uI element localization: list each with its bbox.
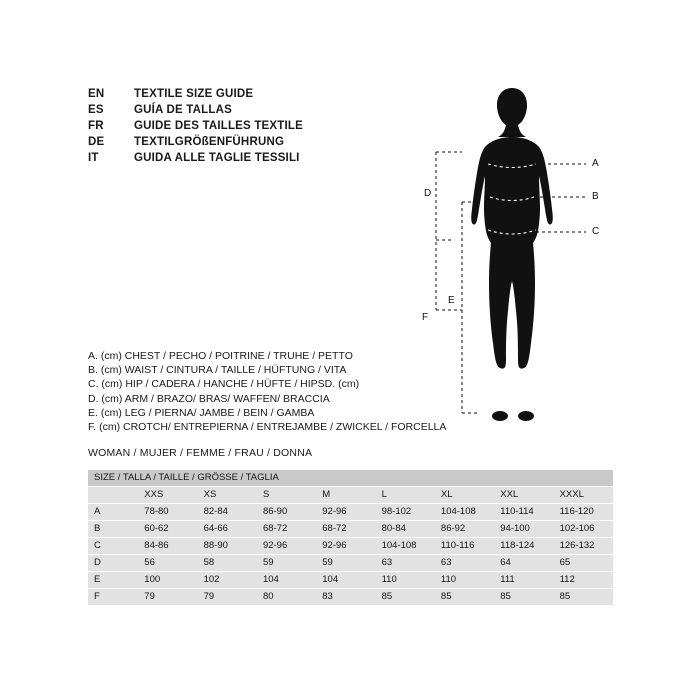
row-label-e: E xyxy=(88,572,138,589)
cell-b-xxs: 60-62 xyxy=(138,521,197,538)
language-code-es: ES xyxy=(88,104,104,116)
cell-d-xxl: 64 xyxy=(494,555,553,572)
cell-a-xxl: 110-114 xyxy=(494,504,553,521)
column-head-xs: XS xyxy=(198,487,257,504)
legend-line-f: F. (cm) CROTCH/ ENTREPIERNA / ENTREJAMBE / ZWICKEL / FORCELLA xyxy=(88,421,447,434)
cell-b-m: 68-72 xyxy=(316,521,375,538)
cell-e-xxs: 100 xyxy=(138,572,197,589)
language-code-fr: FR xyxy=(88,120,104,132)
cell-e-xxxl: 112 xyxy=(554,572,613,589)
cell-e-xxl: 111 xyxy=(494,572,553,589)
language-code-de: DE xyxy=(88,136,105,148)
language-title-fr: GUIDE DES TAILLES TEXTILE xyxy=(134,120,303,132)
row-label-a: A xyxy=(88,504,138,521)
cell-a-xs: 82-84 xyxy=(198,504,257,521)
table-row xyxy=(88,572,613,589)
cell-a-xxxl: 116-120 xyxy=(554,504,613,521)
language-code-it: IT xyxy=(88,152,99,164)
column-head-xxl: XXL xyxy=(494,487,553,504)
cell-c-xs: 88-90 xyxy=(198,538,257,555)
row-label-c: C xyxy=(88,538,138,555)
table-column-row xyxy=(88,487,613,504)
cell-a-l: 98-102 xyxy=(376,504,435,521)
language-row-es xyxy=(88,104,408,120)
cell-f-s: 80 xyxy=(257,589,316,606)
table-row xyxy=(88,555,613,572)
title-language-block xyxy=(88,88,408,168)
column-head-xl: XL xyxy=(435,487,494,504)
row-label-d: D xyxy=(88,555,138,572)
language-row-en xyxy=(88,88,408,104)
cell-c-xxxl: 126-132 xyxy=(554,538,613,555)
cell-d-xxs: 56 xyxy=(138,555,197,572)
language-title-en: TEXTILE SIZE GUIDE xyxy=(134,88,254,100)
legend-line-e: E. (cm) LEG / PIERNA/ JAMBE / BEIN / GAMBA xyxy=(88,406,315,419)
cell-d-s: 59 xyxy=(257,555,316,572)
cell-e-l: 110 xyxy=(376,572,435,589)
cell-b-xs: 64-66 xyxy=(198,521,257,538)
language-row-fr xyxy=(88,120,408,136)
column-head-s: S xyxy=(257,487,316,504)
cell-e-xs: 102 xyxy=(198,572,257,589)
cell-d-m: 59 xyxy=(316,555,375,572)
cell-a-m: 92-96 xyxy=(316,504,375,521)
cell-c-xxl: 118-124 xyxy=(494,538,553,555)
cell-a-s: 86-90 xyxy=(257,504,316,521)
cell-e-s: 104 xyxy=(257,572,316,589)
cell-f-xxxl: 85 xyxy=(554,589,613,606)
table-row xyxy=(88,589,613,606)
gender-label: WOMAN / MUJER / FEMME / FRAU / DONNA xyxy=(88,447,313,459)
column-head-xxxl: XXXL xyxy=(554,487,613,504)
cell-a-xxs: 78-80 xyxy=(138,504,197,521)
cell-d-xs: 58 xyxy=(198,555,257,572)
column-head-l: L xyxy=(376,487,435,504)
cell-c-xl: 110-116 xyxy=(435,538,494,555)
marker-e-label: E xyxy=(448,295,455,306)
row-label-f: F xyxy=(88,589,138,606)
cell-e-xl: 110 xyxy=(435,572,494,589)
cell-e-m: 104 xyxy=(316,572,375,589)
language-title-de: TEXTILGRÖßENFÜHRUNG xyxy=(134,136,285,148)
language-title-es: GUÍA DE TALLAS xyxy=(134,104,232,116)
legend-line-c: C. (cm) HIP / CADERA / HANCHE / HÜFTE / HIPSD. (cm) xyxy=(88,378,360,391)
measurement-legend xyxy=(88,349,468,434)
table-header-label: SIZE / TALLA / TAILLE / GRÖSSE / TAGLIA xyxy=(88,470,613,487)
table-row xyxy=(88,504,613,521)
cell-d-l: 63 xyxy=(376,555,435,572)
column-head-m: M xyxy=(316,487,375,504)
cell-f-m: 83 xyxy=(316,589,375,606)
cell-b-xl: 86-92 xyxy=(435,521,494,538)
cell-f-xxs: 79 xyxy=(138,589,197,606)
cell-c-l: 104-108 xyxy=(376,538,435,555)
table-row xyxy=(88,521,613,538)
language-title-it: GUIDA ALLE TAGLIE TESSILI xyxy=(134,152,300,164)
cell-b-xxxl: 102-106 xyxy=(554,521,613,538)
marker-a-label: A xyxy=(592,158,599,169)
marker-d-label: D xyxy=(424,188,432,199)
cell-f-xs: 79 xyxy=(198,589,257,606)
cell-d-xxxl: 65 xyxy=(554,555,613,572)
legend-line-a: A. (cm) CHEST / PECHO / POITRINE / TRUHE / PETTO xyxy=(88,350,353,362)
cell-c-m: 92-96 xyxy=(316,538,375,555)
marker-f-label: F xyxy=(422,312,429,323)
cell-b-s: 68-72 xyxy=(257,521,316,538)
cell-a-xl: 104-108 xyxy=(435,504,494,521)
cell-b-xxl: 94-100 xyxy=(494,521,553,538)
language-row-it xyxy=(88,152,408,168)
row-label-b: B xyxy=(88,521,138,538)
cell-f-l: 85 xyxy=(376,589,435,606)
language-code-en: EN xyxy=(88,88,105,100)
size-table-container xyxy=(88,470,613,605)
cell-f-xxl: 85 xyxy=(494,589,553,606)
column-head-xxs: XXS xyxy=(138,487,197,504)
table-row xyxy=(88,538,613,555)
cell-c-s: 92-96 xyxy=(257,538,316,555)
size-table xyxy=(88,470,613,605)
cell-b-l: 80-84 xyxy=(376,521,435,538)
language-row-de xyxy=(88,136,408,152)
legend-line-b: B. (cm) WAIST / CINTURA / TAILLE / HÜFTUNG / VITA xyxy=(88,364,347,377)
marker-b-label: B xyxy=(592,191,599,202)
marker-c-label: C xyxy=(592,226,600,237)
legend-line-d: D. (cm) ARM / BRAZO/ BRAS/ WAFFEN/ BRACCIA xyxy=(88,392,330,405)
cell-f-xl: 85 xyxy=(435,589,494,606)
cell-d-xl: 63 xyxy=(435,555,494,572)
table-header-row xyxy=(88,470,613,487)
column-head-blank xyxy=(88,487,138,504)
cell-c-xxs: 84-86 xyxy=(138,538,197,555)
